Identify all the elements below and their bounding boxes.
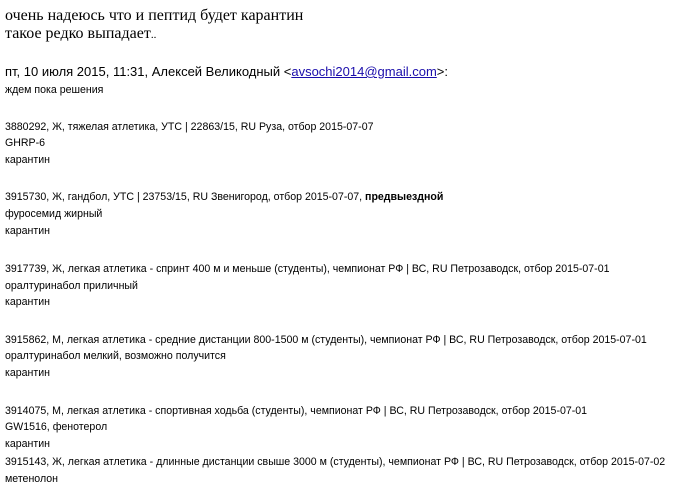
sender-email-link[interactable]: avsochi2014@gmail.com: [291, 64, 437, 79]
entry-status: карантин: [5, 438, 51, 450]
quote-header-suffix: >:: [436, 64, 448, 79]
entry-note: метенолон: [5, 473, 58, 485]
entry-status: карантин: [5, 225, 51, 237]
entry-record: 3914075, М, легкая атлетика - спортивная ходьба (студенты), чемпионат РФ | ВС, RU Петрозаводск, отбор 2015-07-01: [5, 405, 588, 417]
quote-header-prefix: пт, 10 июля 2015, 11:31, Алексей Великодный <: [5, 64, 292, 79]
entry-note: GW1516, фенотерол: [5, 421, 108, 433]
intro-line-2-ellipsis: ..: [150, 29, 157, 41]
intro-line-2: [5, 25, 156, 44]
entry-status: карантин: [5, 154, 51, 166]
entry-record: 3915143, Ж, легкая атлетика - длинные дистанции свыше 3000 м (студенты), чемпионат РФ | ВС, RU Петрозаводск, отбор 2015-07-02: [5, 456, 666, 468]
entry-record-bold: предвыездной: [365, 191, 444, 203]
entry-record-text: 3915730, Ж, гандбол, УТС | 23753/15, RU Звенигород, отбор 2015-07-07,: [5, 191, 366, 203]
entry-note: оралтуринабол мелкий, возможно получится: [5, 350, 226, 362]
entry-note: оралтуринабол приличный: [5, 280, 138, 292]
quote-intro: ждем пока решения: [5, 84, 104, 96]
quote-header: [5, 64, 448, 80]
entry-note: GHRP-6: [5, 137, 46, 149]
entry-note: фуросемид жирный: [5, 208, 103, 220]
intro-line-1: очень надеюсь что и пептид будет карантин: [5, 7, 304, 24]
entry-status: карантин: [5, 367, 51, 379]
entry-status: карантин: [5, 296, 51, 308]
intro-line-2-text: такое редко выпадает: [5, 25, 151, 42]
entry-record: [5, 190, 443, 204]
entry-record: 3880292, Ж, тяжелая атлетика, УТС | 22863/15, RU Руза, отбор 2015-07-07: [5, 121, 374, 133]
entry-record: 3915862, М, легкая атлетика - средние дистанции 800-1500 м (студенты), чемпионат РФ | ВС, RU Петрозаводск, отбор 2015-07-01: [5, 334, 647, 346]
entry-record: 3917739, Ж, легкая атлетика - спринт 400 м и меньше (студенты), чемпионат РФ | ВС, RU Петрозаводск, отбор 2015-07-01: [5, 263, 610, 275]
